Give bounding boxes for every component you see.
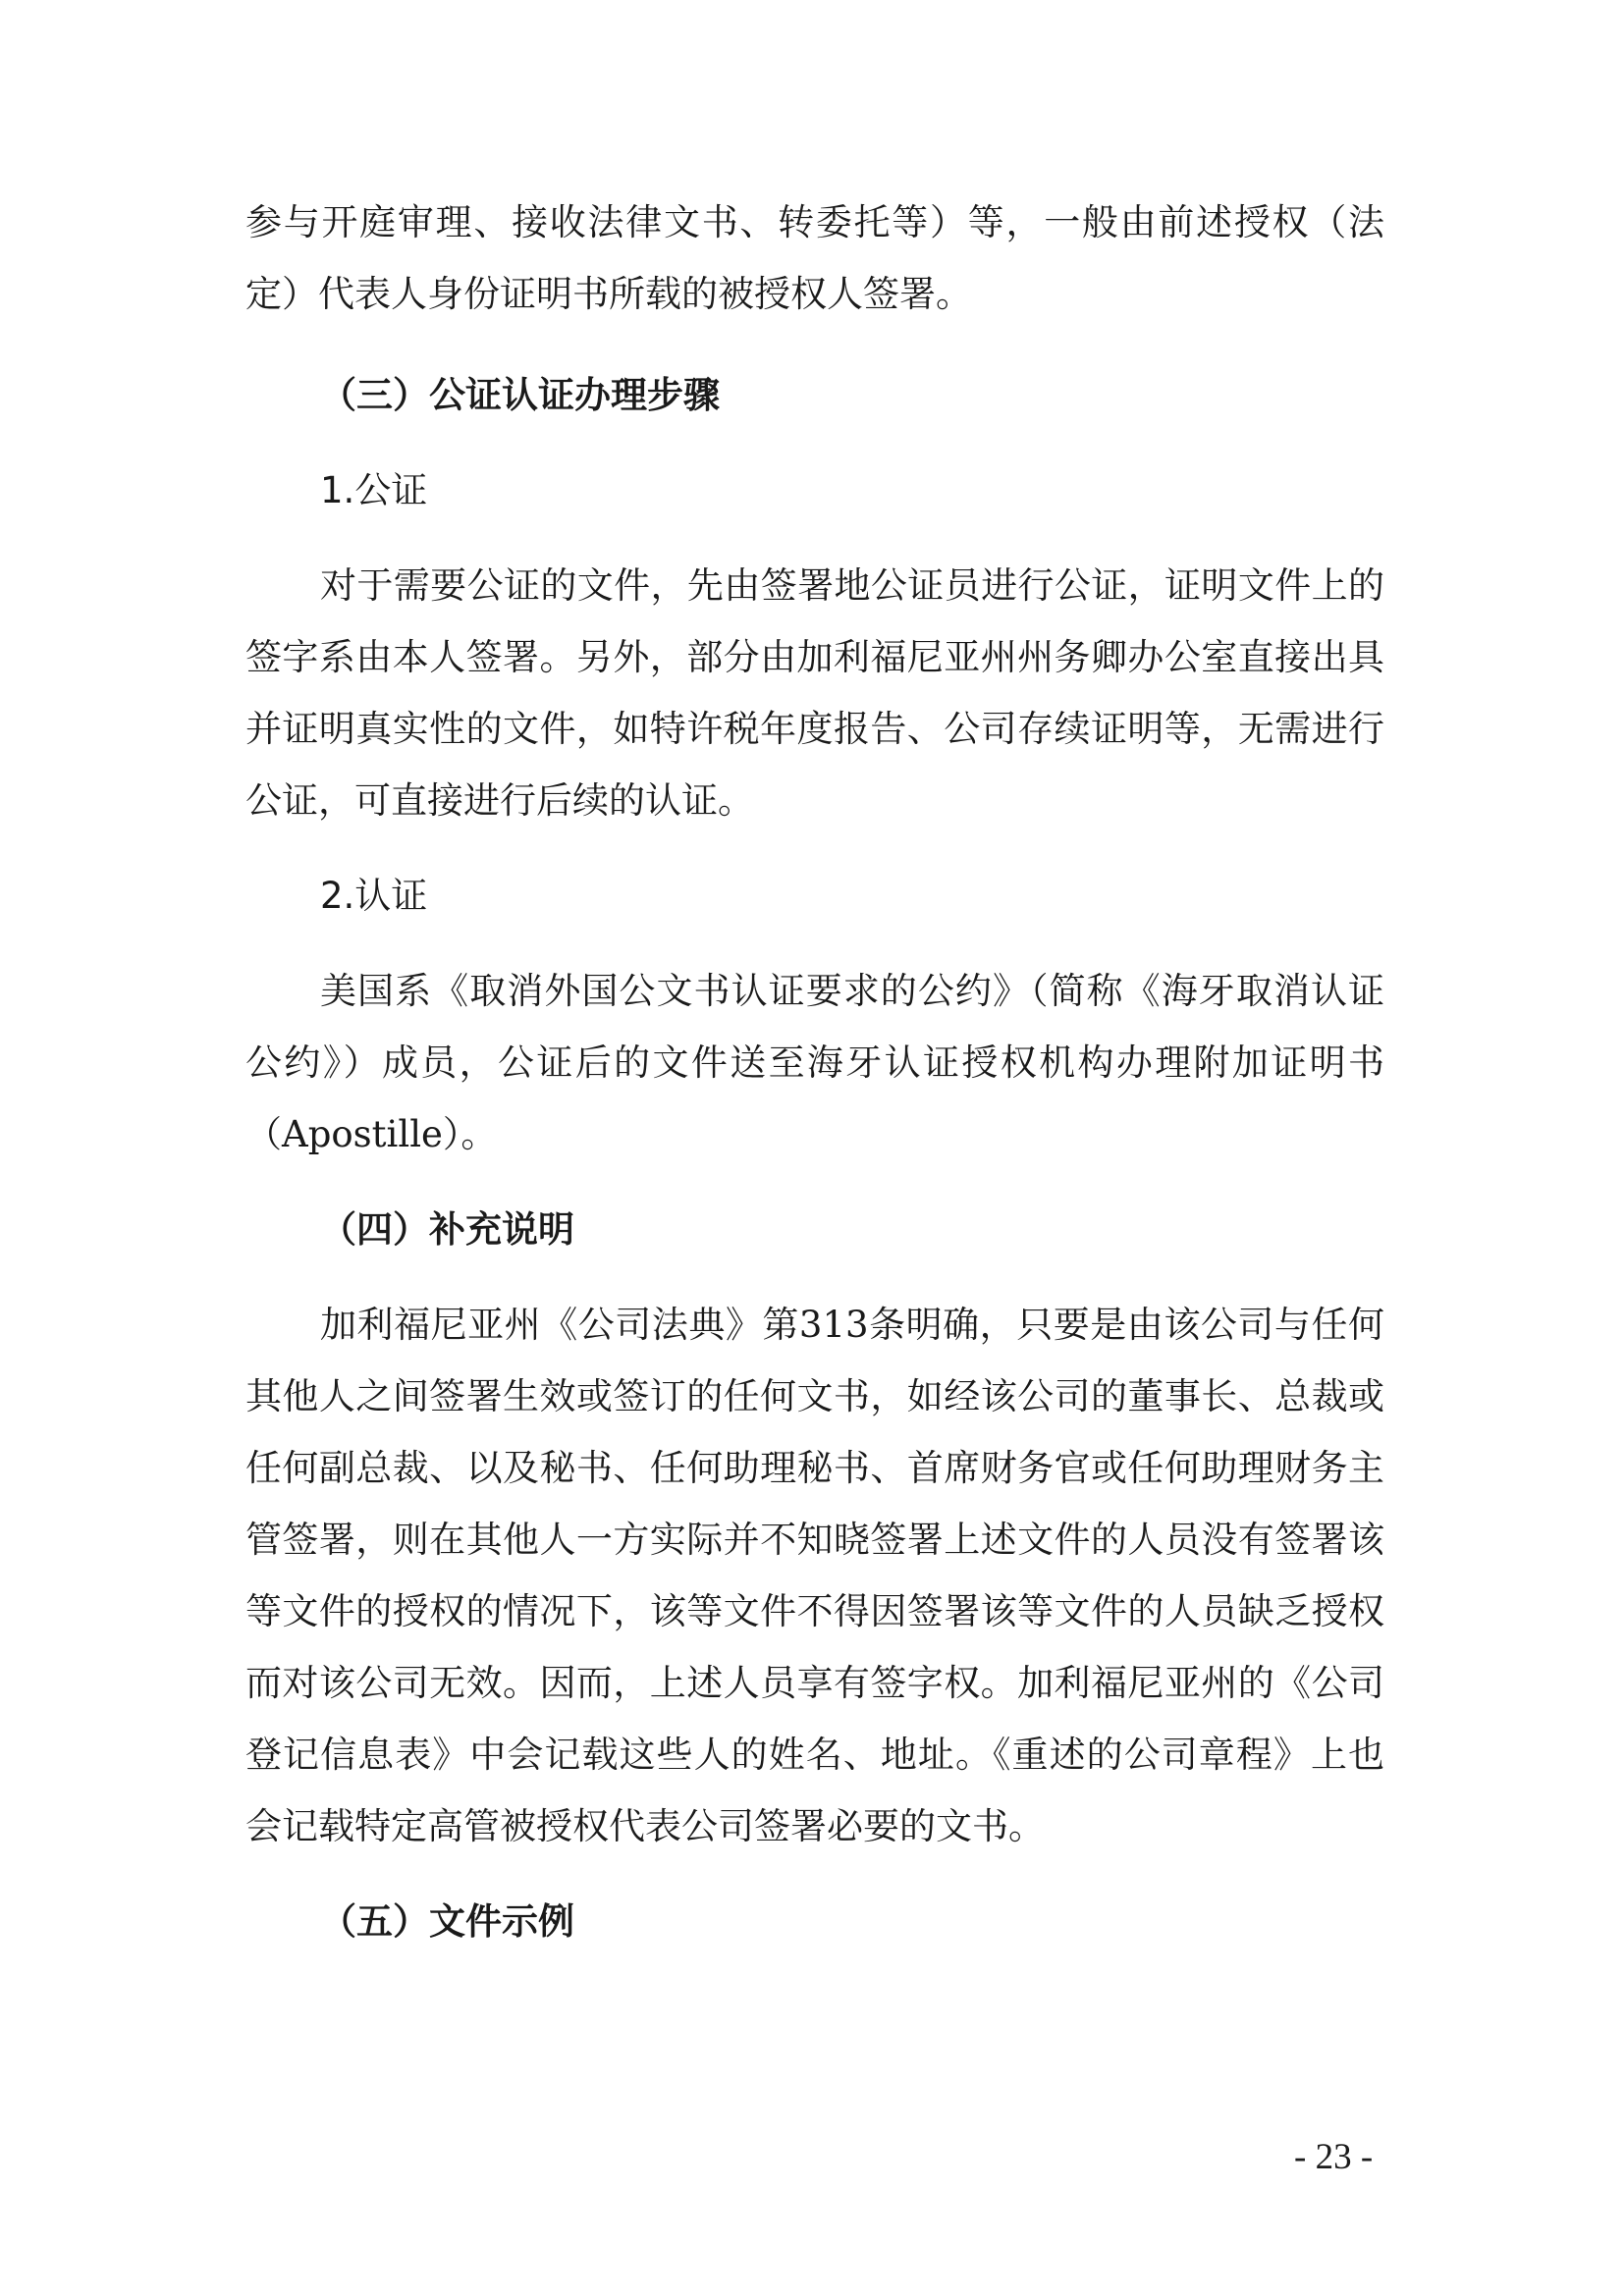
section-five-heading: （五）文件示例 xyxy=(320,1900,574,1943)
subsection-1-heading: 1.公证 xyxy=(320,469,428,511)
section-four-paragraph: 加利福尼亚州《公司法典》第313条明确，只要是由该公司与任何其他人之间签署生效或签订的任何文书，如经该公司的董事长、总裁或任何副总裁、以及秘书、任何助理秘书、首席财务官或任何助理财务主管签署，则在其他人一方实际并不知晓签署上述文件的人员没有签署该等文件的授权的情况下，该等文件不得因签署该等文件的人员缺乏授权而对该公司无效。因而，上述人员享有签字权。加利福尼亚州的《公司登记信息表》中会记载这些人的姓名、地址。《重述的公司章程》上也会记载特定高管被授权代表公司签署必要的文书。 xyxy=(245,1304,1384,1847)
page-number: - 23 - xyxy=(1294,2137,1374,2177)
subsection-2-heading: 2.认证 xyxy=(320,875,428,917)
document-body xyxy=(245,187,1384,1957)
section-three-heading: （三）公证认证办理步骤 xyxy=(320,374,720,416)
subsection-2-paragraph: 美国系《取消外国公文书认证要求的公约》（简称《海牙取消认证公约》）成员，公证后的文件送至海牙认证授权机构办理附加证明书（Apostille）。 xyxy=(245,970,1384,1155)
section-four-heading: （四）补充说明 xyxy=(320,1208,574,1251)
subsection-1-paragraph: 对于需要公证的文件，先由签署地公证员进行公证，证明文件上的签字系由本人签署。另外，部分由加利福尼亚州州务卿办公室直接出具并证明真实性的文件，如特许税年度报告、公司存续证明等，无需进行公证，可直接进行后续的认证。 xyxy=(245,564,1384,822)
intro-paragraph: 参与开庭审理、接收法律文书、转委托等）等，一般由前述授权（法定）代表人身份证明书所载的被授权人签署。 xyxy=(245,201,1384,315)
